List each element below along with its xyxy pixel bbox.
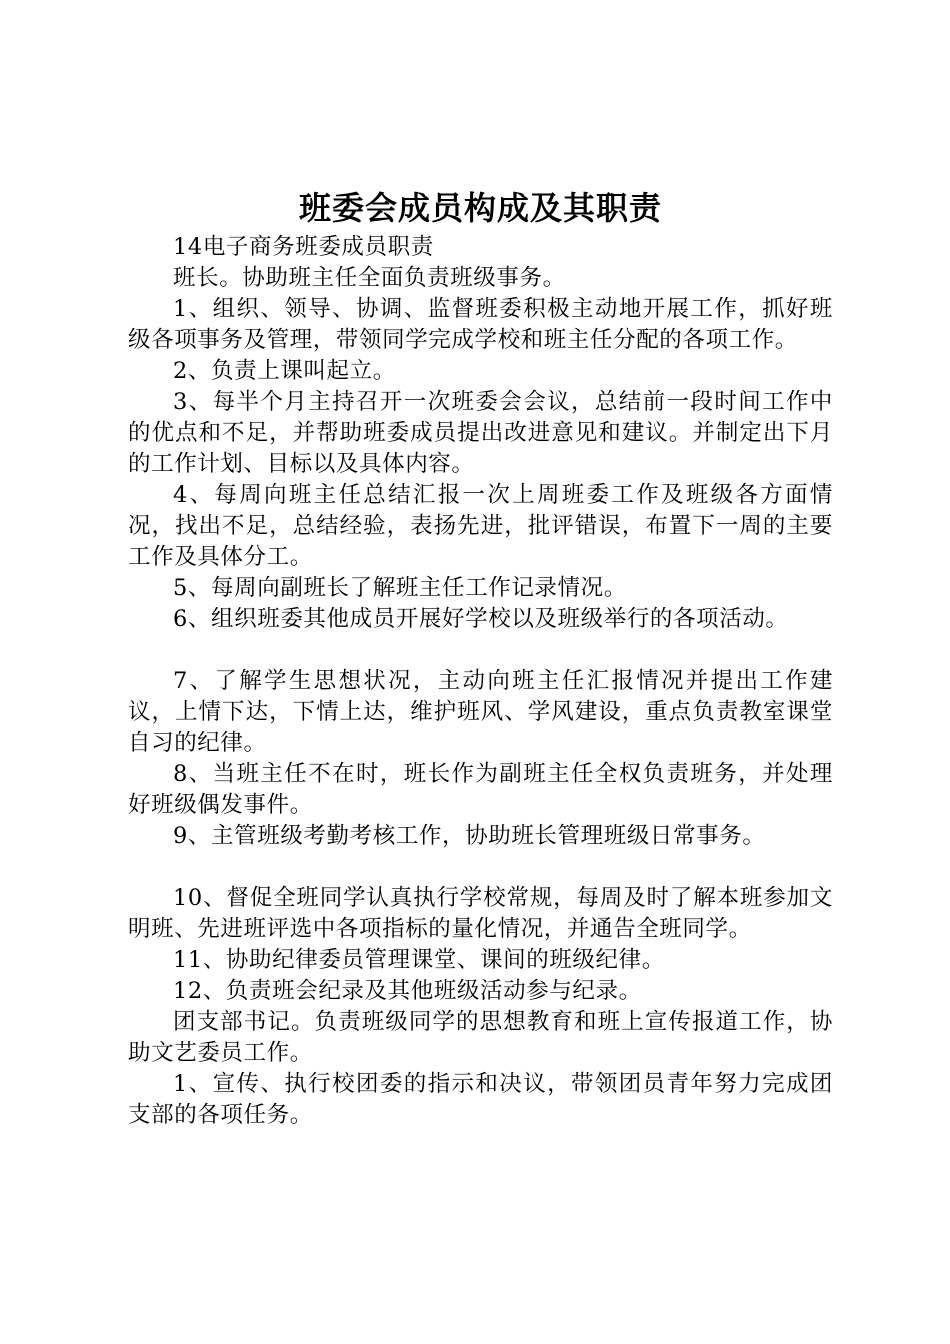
paragraph-class-heading: 14电子商务班委成员职责 [173,234,434,260]
paragraph-league-secretary-duty-1: 1、宣传、执行校团委的指示和决议，带领团员青年努力完成团支部的各项任务。 [128,1071,833,1128]
paragraph-monitor-duty-10: 10、督促全班同学认真执行学校常规，每周及时了解本班参加文明班、先进班评选中各项指标的量化情况，并通告全班同学。 [128,885,833,942]
paragraph-monitor-duty-8: 8、当班主任不在时，班长作为副班主任全权负责班务，并处理好班级偶发事件。 [128,761,833,818]
paragraph-monitor-duty-3: 3、每半个月主持召开一次班委会会议，总结前一段时间工作中的优点和不足，并帮助班委成员提出改进意见和建议。并制定出下月的工作计划、目标以及具体内容。 [128,389,833,477]
paragraph-monitor-duty-1: 1、组织、领导、协调、监督班委积极主动地开展工作，抓好班级各项事务及管理，带领同学完成学校和班主任分配的各项工作。 [128,296,833,353]
paragraph-spacer [128,635,833,666]
document-title: 班委会成员构成及其职责 [298,189,662,227]
document-body [128,232,833,1131]
paragraph-monitor-duty-6: 6、组织班委其他成员开展好学校以及班级举行的各项活动。 [173,606,789,632]
paragraph-monitor-duty-5: 5、每周向副班长了解班主任工作记录情况。 [173,575,627,601]
paragraph-monitor-duty-12: 12、负责班会纪录及其他班级活动参与纪录。 [173,978,642,1004]
paragraph-monitor-duty-2: 2、负责上课叫起立。 [173,358,396,384]
paragraph-league-secretary-intro: 团支部书记。负责班级同学的思想教育和班上宣传报道工作，协助文艺委员工作。 [128,1009,833,1066]
paragraph-monitor-duty-7: 7、了解学生思想状况，主动向班主任汇报情况并提出工作建议，上情下达，下情上达，维护班风、学风建设，重点负责教室课堂自习的纪律。 [128,668,833,756]
paragraph-monitor-duty-11: 11、协助纪律委员管理课堂、课间的班级纪律。 [173,947,665,973]
paragraph-spacer [128,852,833,883]
paragraph-monitor-duty-9: 9、主管班级考勤考核工作，协助班长管理班级日常事务。 [173,823,766,849]
paragraph-monitor-intro: 班长。协助班主任全面负责班级事务。 [173,265,566,291]
paragraph-monitor-duty-4: 4、每周向班主任总结汇报一次上周班委工作及班级各方面情况，找出不足，总结经验，表扬先进，批评错误，布置下一周的主要工作及具体分工。 [128,482,833,570]
